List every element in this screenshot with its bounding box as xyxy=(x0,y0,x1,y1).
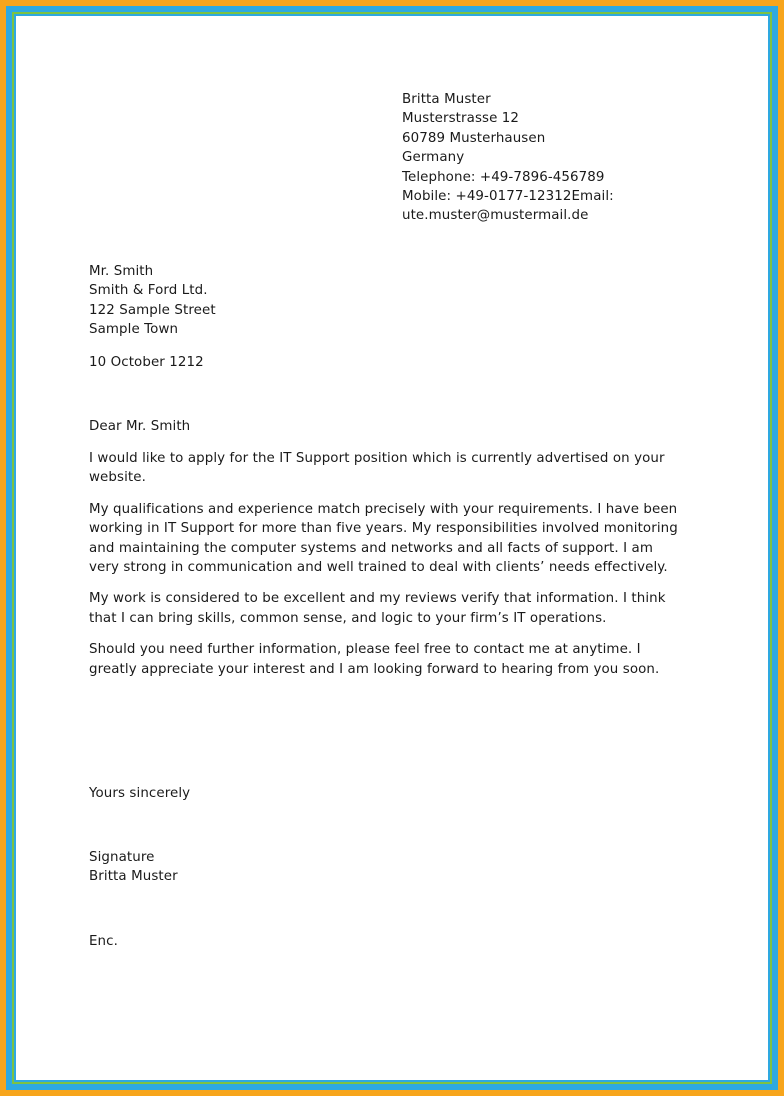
sender-name: Britta Muster xyxy=(402,92,491,107)
salutation: Dear Mr. Smith xyxy=(89,419,191,434)
sender-email: ute.muster@mustermail.de xyxy=(402,208,589,224)
closing: Yours sincerely xyxy=(89,786,191,801)
sender-street: Musterstrasse 12 xyxy=(402,111,520,127)
signature-label: Signature xyxy=(89,850,155,865)
recipient-street: 122 Sample Street xyxy=(89,302,216,318)
sender-mobile: Mobile: +49-0177-12312Email: xyxy=(402,189,614,205)
letter-date: 10 October 1212 xyxy=(89,355,204,370)
body-paragraph: My work is considered to be excellent and my reviews verify that information. I think that I can bring skills, common sense, and logic to your firm’s IT operations. xyxy=(89,591,666,626)
recipient-address-block xyxy=(89,262,489,340)
letter-body xyxy=(89,449,679,691)
recipient-company: Smith & Ford Ltd. xyxy=(89,283,208,299)
signature-name: Britta Muster xyxy=(89,869,178,885)
recipient-name: Mr. Smith xyxy=(89,264,154,279)
sender-address-block xyxy=(402,90,732,226)
sender-telephone: Telephone: +49-7896-456789 xyxy=(402,169,605,185)
signature-block xyxy=(89,848,178,887)
enclosure-note: Enc. xyxy=(89,934,118,949)
sender-city: 60789 Musterhausen xyxy=(402,130,546,146)
body-paragraph: I would like to apply for the IT Support position which is currently advertised on your website. xyxy=(89,451,665,486)
body-paragraph: Should you need further information, please feel free to contact me at anytime. I greatly appreciate your interest and I am looking forward to hearing from you soon. xyxy=(89,642,660,677)
body-paragraph: My qualifications and experience match precisely with your requirements. I have been working in IT Support for more than five years. My responsibilities involved monitoring and maintaining the computer systems and networks and all facts of support. I am very strong in communication and well trained to deal with clients’ needs effectively. xyxy=(89,501,678,576)
recipient-town: Sample Town xyxy=(89,322,179,338)
sender-country: Germany xyxy=(402,150,465,166)
